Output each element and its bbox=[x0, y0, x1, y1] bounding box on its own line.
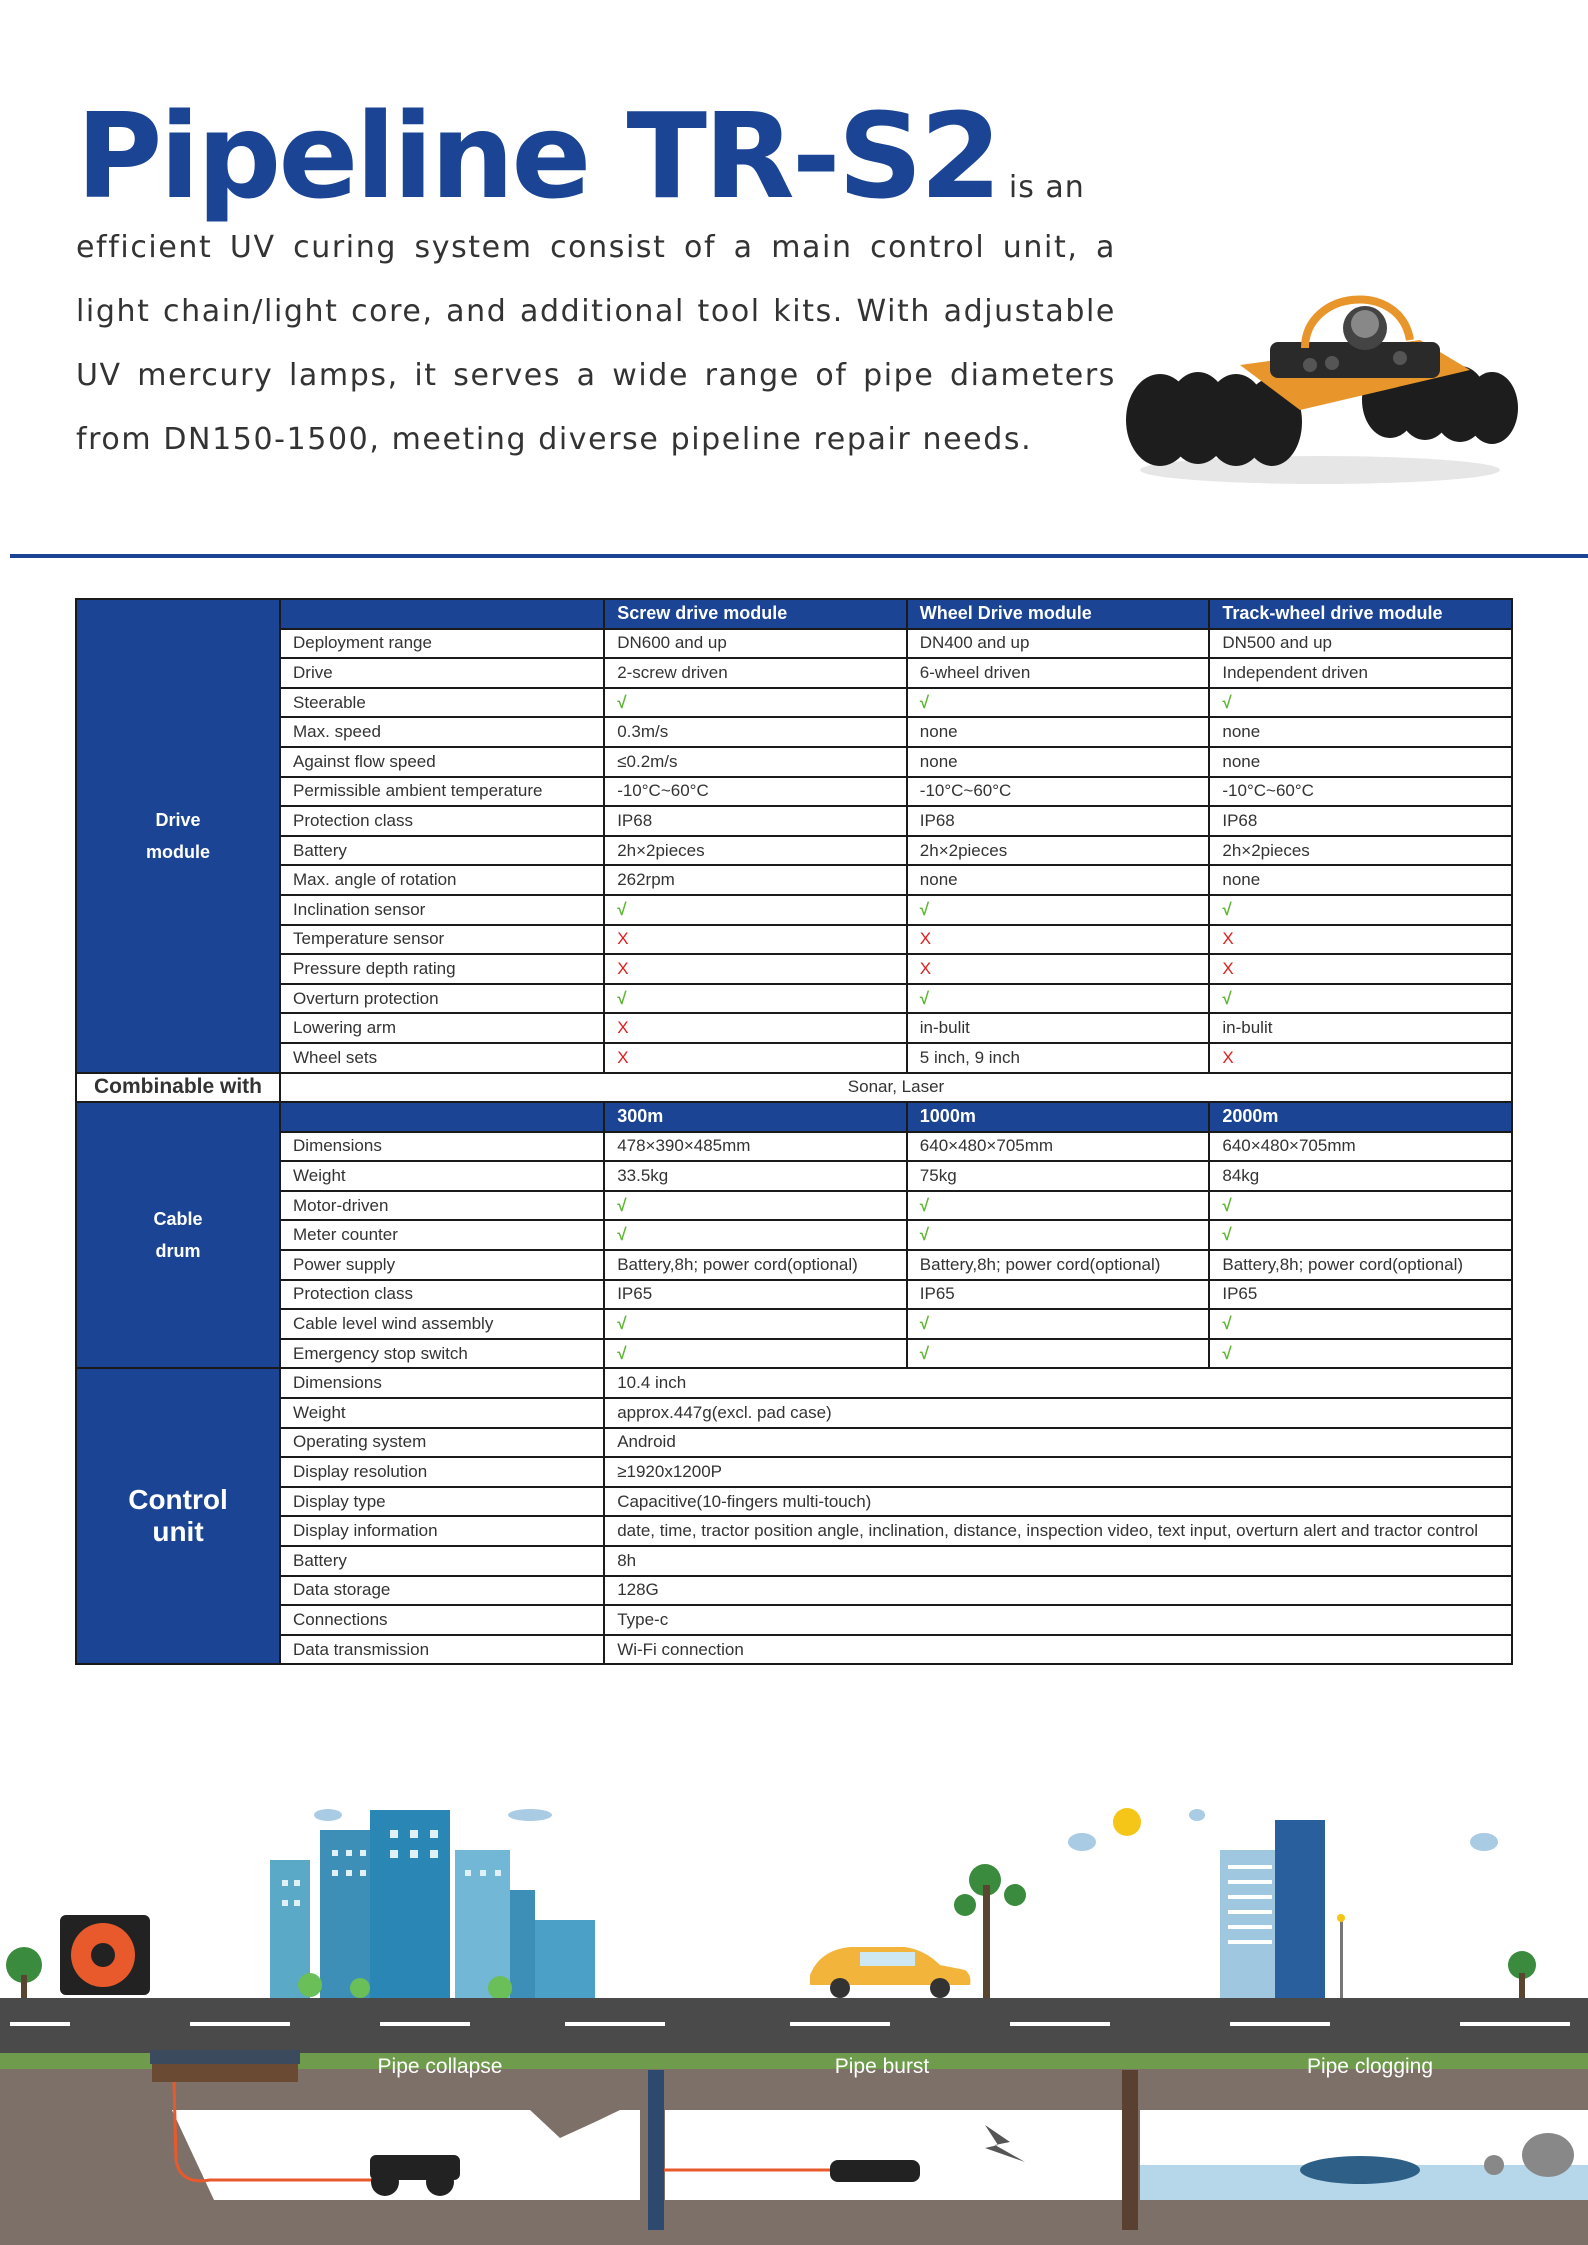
spec-value bbox=[604, 925, 907, 955]
table-row bbox=[76, 1280, 1512, 1310]
spec-value bbox=[907, 747, 1210, 777]
spec-value bbox=[604, 717, 907, 747]
spec-value bbox=[1209, 717, 1512, 747]
spec-label: Wheel sets bbox=[280, 1043, 604, 1073]
value-text: 2h×2pieces bbox=[1222, 840, 1310, 860]
section-divider bbox=[10, 554, 1588, 558]
section-label-line: module bbox=[146, 841, 211, 862]
spec-value bbox=[907, 1250, 1210, 1280]
table-row bbox=[76, 658, 1512, 688]
spec-label: Dimensions bbox=[280, 1132, 604, 1162]
value-text: X bbox=[1222, 1047, 1234, 1067]
spec-label: Display resolution bbox=[280, 1457, 604, 1487]
spec-label: Permissible ambient temperature bbox=[280, 777, 604, 807]
spec-value: date, time, tractor position angle, inclination, distance, inspection video, text input, overturn alert and tractor control bbox=[604, 1516, 1512, 1546]
spec-value bbox=[604, 836, 907, 866]
spec-label: Protection class bbox=[280, 1280, 604, 1310]
section-label bbox=[76, 599, 280, 1073]
spec-value bbox=[1209, 836, 1512, 866]
value-text: √ bbox=[617, 1314, 627, 1334]
spec-value bbox=[907, 1339, 1210, 1369]
spec-value bbox=[1209, 1339, 1512, 1369]
table-row bbox=[76, 865, 1512, 895]
value-text: √ bbox=[617, 1195, 627, 1215]
spec-value: ≥1920x1200P bbox=[604, 1457, 1512, 1487]
value-text: IP68 bbox=[1222, 810, 1258, 830]
section-label bbox=[76, 1368, 280, 1664]
value-text: none bbox=[1222, 722, 1261, 742]
table-row bbox=[76, 1398, 1512, 1428]
section-label-line: drum bbox=[155, 1241, 201, 1262]
value-text: √ bbox=[617, 692, 627, 712]
spec-value bbox=[907, 1013, 1210, 1043]
spec-value bbox=[1209, 806, 1512, 836]
spec-value bbox=[1209, 1280, 1512, 1310]
value-text: 0.3m/s bbox=[617, 722, 669, 742]
table-row bbox=[76, 1132, 1512, 1162]
table-row bbox=[76, 629, 1512, 659]
spec-label: Battery bbox=[280, 1546, 604, 1576]
value-text: none bbox=[1222, 870, 1261, 890]
spec-value bbox=[907, 895, 1210, 925]
section-label bbox=[76, 1102, 280, 1368]
spec-value bbox=[907, 925, 1210, 955]
value-text: 640×480×705mm bbox=[919, 1136, 1054, 1156]
spec-label: Data storage bbox=[280, 1576, 604, 1606]
value-text: 75kg bbox=[919, 1166, 957, 1186]
combinable-value: Sonar, Laser bbox=[280, 1073, 1512, 1103]
value-text: √ bbox=[617, 1225, 627, 1245]
table-row bbox=[76, 1250, 1512, 1280]
spec-value bbox=[907, 984, 1210, 1014]
spec-value bbox=[1209, 1013, 1512, 1043]
spec-value bbox=[604, 984, 907, 1014]
value-text: DN400 and up bbox=[919, 633, 1030, 653]
value-text: √ bbox=[617, 988, 627, 1008]
spec-value bbox=[604, 1043, 907, 1073]
spec-label: Lowering arm bbox=[280, 1013, 604, 1043]
value-text: X bbox=[617, 929, 629, 949]
spec-value bbox=[1209, 1250, 1512, 1280]
value-text: 2-screw driven bbox=[617, 662, 728, 682]
table-row bbox=[76, 1220, 1512, 1250]
spec-value bbox=[1209, 747, 1512, 777]
value-text: IP68 bbox=[919, 810, 955, 830]
table-row bbox=[76, 1487, 1512, 1517]
spec-value bbox=[1209, 925, 1512, 955]
spec-value: Capacitive(10-fingers multi-touch) bbox=[604, 1487, 1512, 1517]
spec-value bbox=[604, 1161, 907, 1191]
spec-label: Steerable bbox=[280, 688, 604, 718]
spec-value: Type-c bbox=[604, 1605, 1512, 1635]
spec-value bbox=[604, 1132, 907, 1162]
spec-value bbox=[907, 836, 1210, 866]
table-row bbox=[76, 747, 1512, 777]
table-row bbox=[76, 1576, 1512, 1606]
spec-label: Weight bbox=[280, 1161, 604, 1191]
spec-label: Dimensions bbox=[280, 1368, 604, 1398]
label-pipe-clogging: Pipe clogging bbox=[1306, 2055, 1434, 2078]
value-text: 84kg bbox=[1222, 1166, 1260, 1186]
header-spacer bbox=[280, 599, 604, 629]
spec-value bbox=[1209, 629, 1512, 659]
value-text: 33.5kg bbox=[617, 1166, 669, 1186]
table-row bbox=[76, 1457, 1512, 1487]
spec-value: 10.4 inch bbox=[604, 1368, 1512, 1398]
column-header: Track-wheel drive module bbox=[1209, 599, 1512, 629]
spec-label: Data transmission bbox=[280, 1635, 604, 1665]
value-text: 6-wheel driven bbox=[919, 662, 1031, 682]
spec-label: Motor-driven bbox=[280, 1191, 604, 1221]
spec-value bbox=[604, 954, 907, 984]
value-text: √ bbox=[1222, 1314, 1232, 1334]
value-text: Battery,8h; power cord(optional) bbox=[919, 1254, 1161, 1274]
value-text: 2h×2pieces bbox=[617, 840, 705, 860]
spec-value: approx.447g(excl. pad case) bbox=[604, 1398, 1512, 1428]
table-row bbox=[76, 1516, 1512, 1546]
value-text: -10°C~60°C bbox=[1222, 781, 1314, 801]
spec-value bbox=[1209, 895, 1512, 925]
spec-value bbox=[907, 1220, 1210, 1250]
spec-label: Max. speed bbox=[280, 717, 604, 747]
spec-label: Connections bbox=[280, 1605, 604, 1635]
value-text: √ bbox=[919, 692, 930, 712]
section-label-line: Cable bbox=[153, 1209, 203, 1230]
value-text: DN600 and up bbox=[617, 633, 727, 653]
spec-value bbox=[604, 1220, 907, 1250]
title-block bbox=[76, 86, 1116, 226]
spec-value bbox=[604, 1013, 907, 1043]
value-text: √ bbox=[617, 1343, 627, 1363]
value-text: -10°C~60°C bbox=[919, 781, 1012, 801]
spec-label: Temperature sensor bbox=[280, 925, 604, 955]
value-text: in-bulit bbox=[1222, 1018, 1273, 1038]
value-text: X bbox=[617, 1018, 629, 1038]
spec-label: Against flow speed bbox=[280, 747, 604, 777]
cable-header-row bbox=[76, 1102, 1512, 1132]
value-text: X bbox=[617, 1047, 629, 1067]
value-text: X bbox=[919, 958, 932, 978]
spec-value bbox=[1209, 865, 1512, 895]
spec-label: Battery bbox=[280, 836, 604, 866]
value-text: DN500 and up bbox=[1222, 633, 1333, 653]
spec-value bbox=[1209, 1309, 1512, 1339]
spec-value bbox=[907, 954, 1210, 984]
table-row bbox=[76, 1428, 1512, 1458]
spec-label: Meter counter bbox=[280, 1220, 604, 1250]
value-text: √ bbox=[919, 1225, 930, 1245]
value-text: 640×480×705mm bbox=[1222, 1136, 1356, 1156]
column-header: 2000m bbox=[1209, 1102, 1512, 1132]
table-row bbox=[76, 1368, 1512, 1398]
spec-label: Drive bbox=[280, 658, 604, 688]
spec-value bbox=[604, 1339, 907, 1369]
spec-label: Cable level wind assembly bbox=[280, 1309, 604, 1339]
spec-value bbox=[907, 1280, 1210, 1310]
value-text: IP65 bbox=[617, 1284, 653, 1304]
spec-value bbox=[907, 688, 1210, 718]
table-row bbox=[76, 954, 1512, 984]
value-text: Battery,8h; power cord(optional) bbox=[1222, 1254, 1464, 1274]
value-text: none bbox=[919, 870, 958, 890]
spec-value bbox=[1209, 688, 1512, 718]
intro-paragraph: efficient UV curing system consist of a main control unit, a light chain/light core, and additional tool kits. With adjustable UV mercury lamps, it serves a wide range of pipe diameters from DN150-1500, meeting diverse pipeline repair needs. bbox=[76, 230, 1116, 457]
table-row bbox=[76, 984, 1512, 1014]
value-text: √ bbox=[1222, 1343, 1232, 1363]
value-text: X bbox=[919, 929, 932, 949]
value-text: 478×390×485mm bbox=[617, 1136, 751, 1156]
column-header: 1000m bbox=[907, 1102, 1210, 1132]
table-row bbox=[76, 1191, 1512, 1221]
spec-value bbox=[1209, 1161, 1512, 1191]
spec-value bbox=[907, 865, 1210, 895]
spec-value bbox=[907, 1191, 1210, 1221]
table-row bbox=[76, 925, 1512, 955]
value-text: X bbox=[617, 958, 629, 978]
value-text: √ bbox=[919, 1343, 930, 1363]
drive-header-row bbox=[76, 599, 1512, 629]
table-row bbox=[76, 1309, 1512, 1339]
table-row bbox=[76, 806, 1512, 836]
spec-value: 128G bbox=[604, 1576, 1512, 1606]
value-text: 5 inch, 9 inch bbox=[919, 1047, 1020, 1067]
spec-value bbox=[907, 1309, 1210, 1339]
value-text: Independent driven bbox=[1222, 662, 1368, 682]
spec-label: Emergency stop switch bbox=[280, 1339, 604, 1369]
pipeline-illustration bbox=[0, 1770, 1588, 2245]
title-suffix: is an bbox=[1008, 170, 1085, 205]
spec-value bbox=[604, 688, 907, 718]
spec-label: Inclination sensor bbox=[280, 895, 604, 925]
spec-table bbox=[75, 598, 1513, 1665]
section-label-line: Drive bbox=[155, 809, 201, 830]
value-text: √ bbox=[1222, 988, 1232, 1008]
label-pipe-burst: Pipe burst bbox=[834, 2055, 930, 2078]
table-row bbox=[76, 1043, 1512, 1073]
spec-label: Operating system bbox=[280, 1428, 604, 1458]
spec-value bbox=[604, 658, 907, 688]
spec-label: Max. angle of rotation bbox=[280, 865, 604, 895]
value-text: IP65 bbox=[919, 1284, 955, 1304]
header-spacer bbox=[280, 1102, 604, 1132]
table-row bbox=[76, 777, 1512, 807]
value-text: ≤0.2m/s bbox=[617, 751, 678, 771]
spec-value bbox=[604, 1309, 907, 1339]
value-text: X bbox=[1222, 958, 1234, 978]
spec-value bbox=[907, 658, 1210, 688]
spec-value bbox=[907, 1043, 1210, 1073]
table-row bbox=[76, 1013, 1512, 1043]
spec-label: Weight bbox=[280, 1398, 604, 1428]
spec-label: Pressure depth rating bbox=[280, 954, 604, 984]
spec-label: Display information bbox=[280, 1516, 604, 1546]
value-text: √ bbox=[919, 988, 930, 1008]
value-text: √ bbox=[1222, 1225, 1232, 1245]
value-text: Battery,8h; power cord(optional) bbox=[617, 1254, 858, 1274]
spec-value bbox=[1209, 984, 1512, 1014]
combinable-label: Combinable with bbox=[76, 1073, 280, 1103]
spec-value bbox=[907, 1132, 1210, 1162]
spec-value: Wi-Fi connection bbox=[604, 1635, 1512, 1665]
spec-value bbox=[907, 717, 1210, 747]
spec-value bbox=[1209, 1220, 1512, 1250]
spec-value bbox=[907, 1161, 1210, 1191]
spec-value bbox=[604, 865, 907, 895]
table-row bbox=[76, 895, 1512, 925]
value-text: √ bbox=[1222, 899, 1232, 919]
value-text: 2h×2pieces bbox=[919, 840, 1008, 860]
table-row bbox=[76, 717, 1512, 747]
spec-value bbox=[907, 806, 1210, 836]
column-header: Wheel Drive module bbox=[907, 599, 1210, 629]
value-text: X bbox=[1222, 929, 1234, 949]
value-text: IP68 bbox=[617, 810, 653, 830]
spec-value bbox=[604, 806, 907, 836]
spec-label: Deployment range bbox=[280, 629, 604, 659]
spec-value bbox=[907, 777, 1210, 807]
value-text: √ bbox=[1222, 1195, 1232, 1215]
spec-label: Display type bbox=[280, 1487, 604, 1517]
value-text: √ bbox=[919, 1314, 930, 1334]
spec-value: Android bbox=[604, 1428, 1512, 1458]
value-text: in-bulit bbox=[919, 1018, 970, 1038]
spec-label: Overturn protection bbox=[280, 984, 604, 1014]
spec-value bbox=[604, 895, 907, 925]
table-row bbox=[76, 1161, 1512, 1191]
value-text: IP65 bbox=[1222, 1284, 1258, 1304]
table-row bbox=[76, 1635, 1512, 1665]
value-text: √ bbox=[617, 899, 627, 919]
spec-value bbox=[1209, 658, 1512, 688]
value-text: √ bbox=[1222, 692, 1232, 712]
spec-value bbox=[1209, 777, 1512, 807]
spec-value bbox=[604, 1191, 907, 1221]
label-pipe-collapse: Pipe collapse bbox=[377, 2055, 503, 2078]
spec-value bbox=[604, 747, 907, 777]
table-row bbox=[76, 688, 1512, 718]
spec-value bbox=[1209, 1132, 1512, 1162]
spec-value bbox=[907, 629, 1210, 659]
spec-value bbox=[1209, 1191, 1512, 1221]
table-row bbox=[76, 1339, 1512, 1369]
column-header: Screw drive module bbox=[604, 599, 907, 629]
value-text: -10°C~60°C bbox=[617, 781, 709, 801]
section-label-line: unit bbox=[152, 1516, 204, 1548]
product-title: Pipeline TR-S2 bbox=[76, 87, 999, 225]
value-text: none bbox=[919, 722, 958, 742]
spec-value bbox=[1209, 954, 1512, 984]
spec-value bbox=[604, 629, 907, 659]
value-text: none bbox=[919, 751, 958, 771]
spec-label: Protection class bbox=[280, 806, 604, 836]
table-row bbox=[76, 1605, 1512, 1635]
value-text: 262rpm bbox=[617, 870, 675, 890]
value-text: none bbox=[1222, 751, 1261, 771]
table-row bbox=[76, 1546, 1512, 1576]
value-text: √ bbox=[919, 899, 930, 919]
robot-image bbox=[1120, 270, 1520, 490]
spec-value bbox=[1209, 1043, 1512, 1073]
table-row bbox=[76, 836, 1512, 866]
combinable-row bbox=[76, 1073, 1512, 1103]
spec-value: 8h bbox=[604, 1546, 1512, 1576]
spec-value bbox=[604, 1250, 907, 1280]
section-label-line: Control bbox=[128, 1484, 228, 1516]
spec-value bbox=[604, 777, 907, 807]
column-header: 300m bbox=[604, 1102, 907, 1132]
spec-value bbox=[604, 1280, 907, 1310]
spec-label: Power supply bbox=[280, 1250, 604, 1280]
value-text: √ bbox=[919, 1195, 930, 1215]
